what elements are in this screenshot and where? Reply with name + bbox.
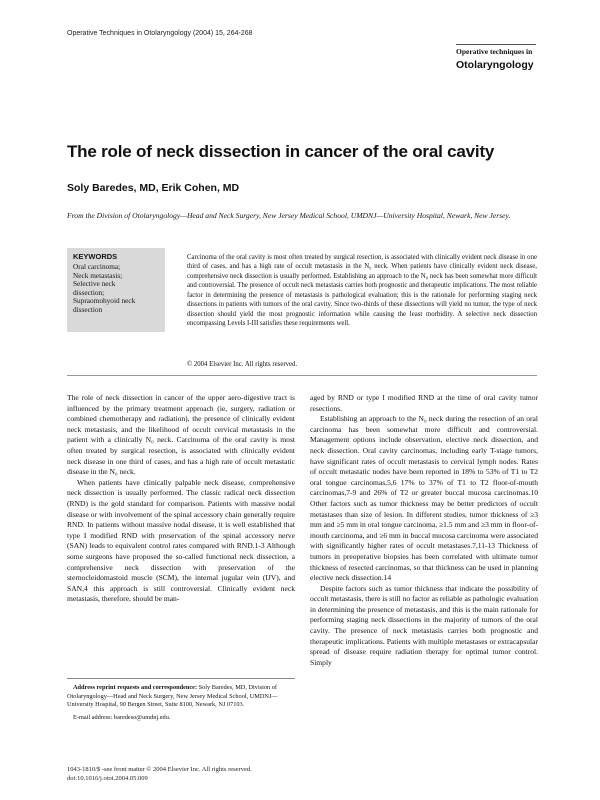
footer-issn: 1043-1810/$ -see front matter © 2004 Elsevier Inc. All rights reserved. xyxy=(67,766,252,773)
body-paragraph: Despite factors such as tumor thickness that indicate the possibility of occult metastasis, there is still no factor as reliable as pathologic evaluation in determining the presence of metastasis, and this is the main rationale for performing staging neck dissections in the majority of tumors of the oral cavity. The presence of neck metastasis carries both prognostic and therapeutic implications. Patients with multiple metastases or extracapsular spread of disease require radiation therapy for optimal tumor control. Simply xyxy=(310,583,538,667)
article-authors: Soly Baredes, MD, Erik Cohen, MD xyxy=(67,182,240,194)
correspondence-address xyxy=(67,684,295,710)
body-column-right xyxy=(310,393,538,668)
keyword-item: Neck metastasis; xyxy=(73,270,123,280)
body-paragraph: The role of neck dissection in cancer of the upper aero-digestive tract is influenced by the primary treatment approach (ie, surgery, radiation or combined chemotherapy and radiation), the presence of clinically evident neck metastasis, and the likelihood of occult cervical metastasis in the patient with a clinically N₀ neck. Carcinoma of the oral cavity is most often treated by surgical resection, is associated with clinically evident neck disease in one third of cases, and has a high rate of occult metastatic disease in the N₀ neck. xyxy=(67,393,295,477)
section-divider xyxy=(67,375,537,376)
footer-doi: doi:10.1016/j.otot.2004.05.009 xyxy=(67,775,148,782)
page-footer xyxy=(67,765,252,783)
keyword-item: Oral carcinoma; xyxy=(73,262,121,271)
author-affiliation: From the Division of Otolaryngology—Head and Neck Surgery, New Jersey Medical School, UMDNJ—University Hospital, Newark, New Jersey. xyxy=(67,211,511,220)
abstract-copyright: © 2004 Elsevier Inc. All rights reserved. xyxy=(187,361,298,368)
journal-name-small: Operative techniques in xyxy=(456,47,533,56)
correspondence-label: Address reprint requests and correspondence: xyxy=(73,684,198,691)
body-paragraph: When patients have clinically palpable neck disease, comprehensive neck dissection is usually performed. The classic radical neck dissection (RND) is the gold standard for comparison. Patients with massive nodal disease or with involvement of the spinal accessory chain generally require RND. In patients without massive nodal disease, it is well established that type I modified RND with preservation of the spinal accessory nerve (SAN) leads to equivalent control rates compared with RND.1-3 Although some surgeons have proposed the so-called functional neck dissection, a comprehensive neck dissection with preservation of the sternocleidomastoid muscle (SCM), the internal jugular vein (IJV), and SAN,4 this approach is still controversial. Clinically evident neck metastasis, therefore, should be man- xyxy=(67,477,295,604)
body-column-left xyxy=(67,393,295,605)
keyword-item: Selective neck xyxy=(73,279,116,289)
keyword-item: Supraomohyoid neck xyxy=(73,296,136,306)
keywords-box xyxy=(67,248,165,332)
journal-logo xyxy=(456,44,536,71)
article-title: The role of neck dissection in cancer of the oral cavity xyxy=(67,142,495,161)
journal-name-big: Otolaryngology xyxy=(456,59,534,71)
correspondence-email: E-mail address: baredeso@umdnj.edu. xyxy=(73,713,171,721)
correspondence-text: Soly Baredes, MD, Division of Otolaryngology—Head and Neck Surgery, New Jersey Medical School, UMDNJ—University Hospital, 90 Bergen Street, Suite 8100, Newark, NJ 07103. xyxy=(67,684,278,708)
abstract: Carcinoma of the oral cavity is most often treated by surgical resection, is associated with clinically evident neck disease in one third of cases, and has a high rate of occult metastasis in the N₀ neck. When patients have clinically evident neck disease, comprehensive neck dissection is usually performed. Establishing an approach to the N₀ neck has been somewhat more difficult and controversial. The presence of occult neck metastasis carries both prognostic and therapeutic implications. The most reliable factor in determining the presence of metastasis is pathological evaluation; this is the rationale for performing staging neck dissections in patients with tumors of the oral cavity. Since two-thirds of these dissections will yield no tumor, the type of neck dissection should yield the most prognostic information while causing the least morbidity. A selective neck dissection encompassing Levels I-III satisfies these requirements well. xyxy=(187,254,537,328)
running-head: Operative Techniques in Otolaryngology (2004) 15, 264-268 xyxy=(67,30,253,37)
body-paragraph: aged by RND or type I modified RND at the time of oral cavity tumor resections. xyxy=(310,393,538,413)
body-paragraph: Establishing an approach to the N₀ neck during the resection of an oral carcinoma has been somewhat more difficult and controversial. Management options include observation, elective neck dissection, and neck dissection. Oral cavity carcinomas, including early T-stage tumors, have significant rates of occult metastasis to cervical lymph nodes. Rates of occult metastatic nodes have been reported in 18% to 53% of T1 to T2 oral tongue carcinomas,5,6 17% to 37% of T1 to T2 floor-of-mouth carcinomas,7-9 and 26% of T2 or greater buccal mucosa carcinomas.10 Other factors such as tumor thickness may be better predictors of occult metastases than size of lesion. In different studies, tumor thickness of ≥3 mm and ≥5 mm in oral tongue carcinoma, ≥1.5 mm and ≥3 mm in floor-of-mouth carcinoma, and ≥6 mm in buccal mucosa carcinoma were associated with significantly higher rates of occult metastases.7,11-13 Thickness of tumors in preoperative biopsies has been correlated with ultimate tumor thickness of resected carcinomas, so that thickness can be used in planning elective neck dissection.14 xyxy=(310,414,538,583)
keyword-item: dissection xyxy=(73,304,103,314)
keywords-list xyxy=(73,263,159,315)
correspondence-footnote xyxy=(67,678,295,722)
keywords-heading: KEYWORDS xyxy=(73,252,118,261)
keyword-item: dissection; xyxy=(73,287,105,297)
